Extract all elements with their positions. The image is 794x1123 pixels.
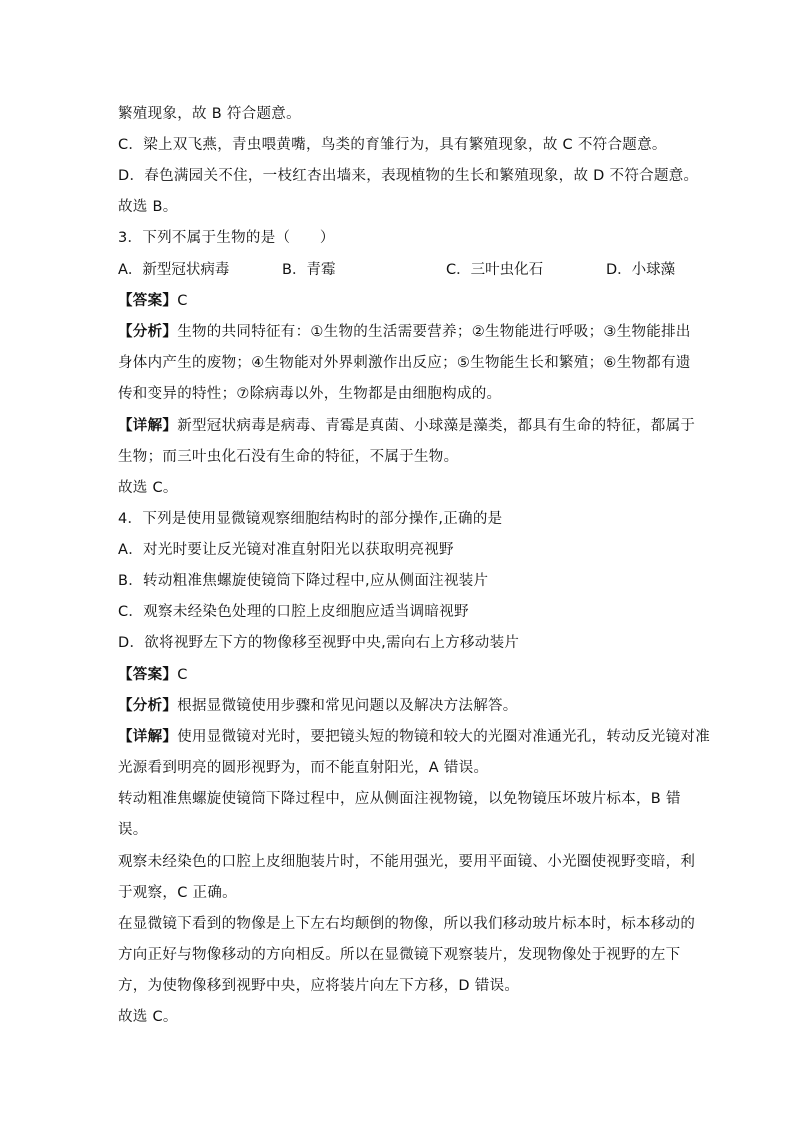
detail-tag: 【详解】 bbox=[118, 418, 178, 434]
text-line: 观察未经染色的口腔上皮细胞装片时，不能用强光，要用平面镜、小光圈使视野变暗，利 bbox=[118, 854, 696, 870]
text-line: 方，为使物像移到视野中央，应将装片向左下方移，D 错误。 bbox=[118, 978, 520, 994]
option-b: B．转动粗准焦螺旋使镜筒下降过程中,应从侧面注视装片 bbox=[118, 573, 489, 589]
detail-line bbox=[118, 416, 695, 436]
option-d: D．小球藻 bbox=[606, 262, 676, 278]
question-3-stem: 3．下列不属于生物的是（ ） bbox=[118, 230, 335, 246]
text-line: 故选 C。 bbox=[118, 480, 178, 496]
answer-value: C bbox=[177, 293, 188, 309]
question-4-stem: 4．下列是使用显微镜观察细胞结构时的部分操作,正确的是 bbox=[118, 511, 503, 527]
option-d: D．欲将视野左下方的物像移至视野中央,需向右上方移动装片 bbox=[118, 635, 520, 651]
text-line: 转动粗准焦螺旋使镜筒下降过程中，应从侧面注视物镜，以免物镜压坏玻片标本，B 错 bbox=[118, 791, 681, 807]
text-line: D．春色满园关不住，一枝红杏出墙来，表现植物的生长和繁殖现象，故 D 不符合题意。 bbox=[118, 168, 699, 184]
analysis-line bbox=[118, 696, 518, 716]
option-a: A．新型冠状病毒 bbox=[118, 262, 230, 278]
text-line: 故选 B。 bbox=[118, 199, 178, 215]
answer-line bbox=[118, 291, 188, 311]
analysis-line bbox=[118, 322, 691, 342]
text-line: 误。 bbox=[118, 822, 148, 838]
answer-line bbox=[118, 665, 188, 685]
text-line: C．梁上双飞燕，青虫喂黄嘴，鸟类的育雏行为，具有繁殖现象，故 C 不符合题意。 bbox=[118, 137, 667, 153]
text-line: 生物；而三叶虫化石没有生命的特征，不属于生物。 bbox=[118, 449, 459, 465]
text-line: 身体内产生的废物；④生物能对外界刺激作出反应；⑤生物能生长和繁殖；⑥生物都有遗 bbox=[118, 355, 691, 371]
text-line: 传和变异的特性；⑦除病毒以外，生物都是由细胞构成的。 bbox=[118, 386, 502, 402]
answer-value: C bbox=[177, 667, 188, 683]
answer-tag: 【答案】 bbox=[118, 293, 178, 309]
answer-tag: 【答案】 bbox=[118, 667, 178, 683]
text-line: 在显微镜下看到的物像是上下左右均颠倒的物像，所以我们移动玻片标本时，标本移动的 bbox=[118, 916, 696, 932]
option-c: C．三叶虫化石 bbox=[446, 262, 544, 278]
detail-tag: 【详解】 bbox=[118, 729, 178, 745]
analysis-text: 生物的共同特征有：①生物的生活需要营养；②生物能进行呼吸；③生物能排出 bbox=[177, 324, 691, 340]
analysis-tag: 【分析】 bbox=[118, 324, 178, 340]
detail-text: 使用显微镜对光时，要把镜头短的物镜和较大的光圈对准通光孔，转动反光镜对准 bbox=[177, 729, 710, 745]
text-line: 方向正好与物像移动的方向相反。所以在显微镜下观察装片，发现物像处于视野的左下 bbox=[118, 947, 681, 963]
text-line: 繁殖现象，故 B 符合题意。 bbox=[118, 106, 301, 122]
analysis-tag: 【分析】 bbox=[118, 698, 178, 714]
option-b: B．青霉 bbox=[282, 262, 336, 278]
text-line: 于观察，C 正确。 bbox=[118, 885, 237, 901]
option-a: A．对光时要让反光镜对准直射阳光以获取明亮视野 bbox=[118, 542, 454, 558]
text-line: 光源看到明亮的圆形视野为，而不能直射阳光，A 错误。 bbox=[118, 760, 489, 776]
detail-text: 新型冠状病毒是病毒、青霉是真菌、小球藻是藻类，都具有生命的特征，都属于 bbox=[177, 418, 696, 434]
option-c: C．观察未经染色处理的口腔上皮细胞应适当调暗视野 bbox=[118, 604, 469, 620]
analysis-text: 根据显微镜使用步骤和常见问题以及解决方法解答。 bbox=[177, 698, 518, 714]
text-line: 故选 C。 bbox=[118, 1009, 178, 1025]
detail-line bbox=[118, 727, 710, 747]
